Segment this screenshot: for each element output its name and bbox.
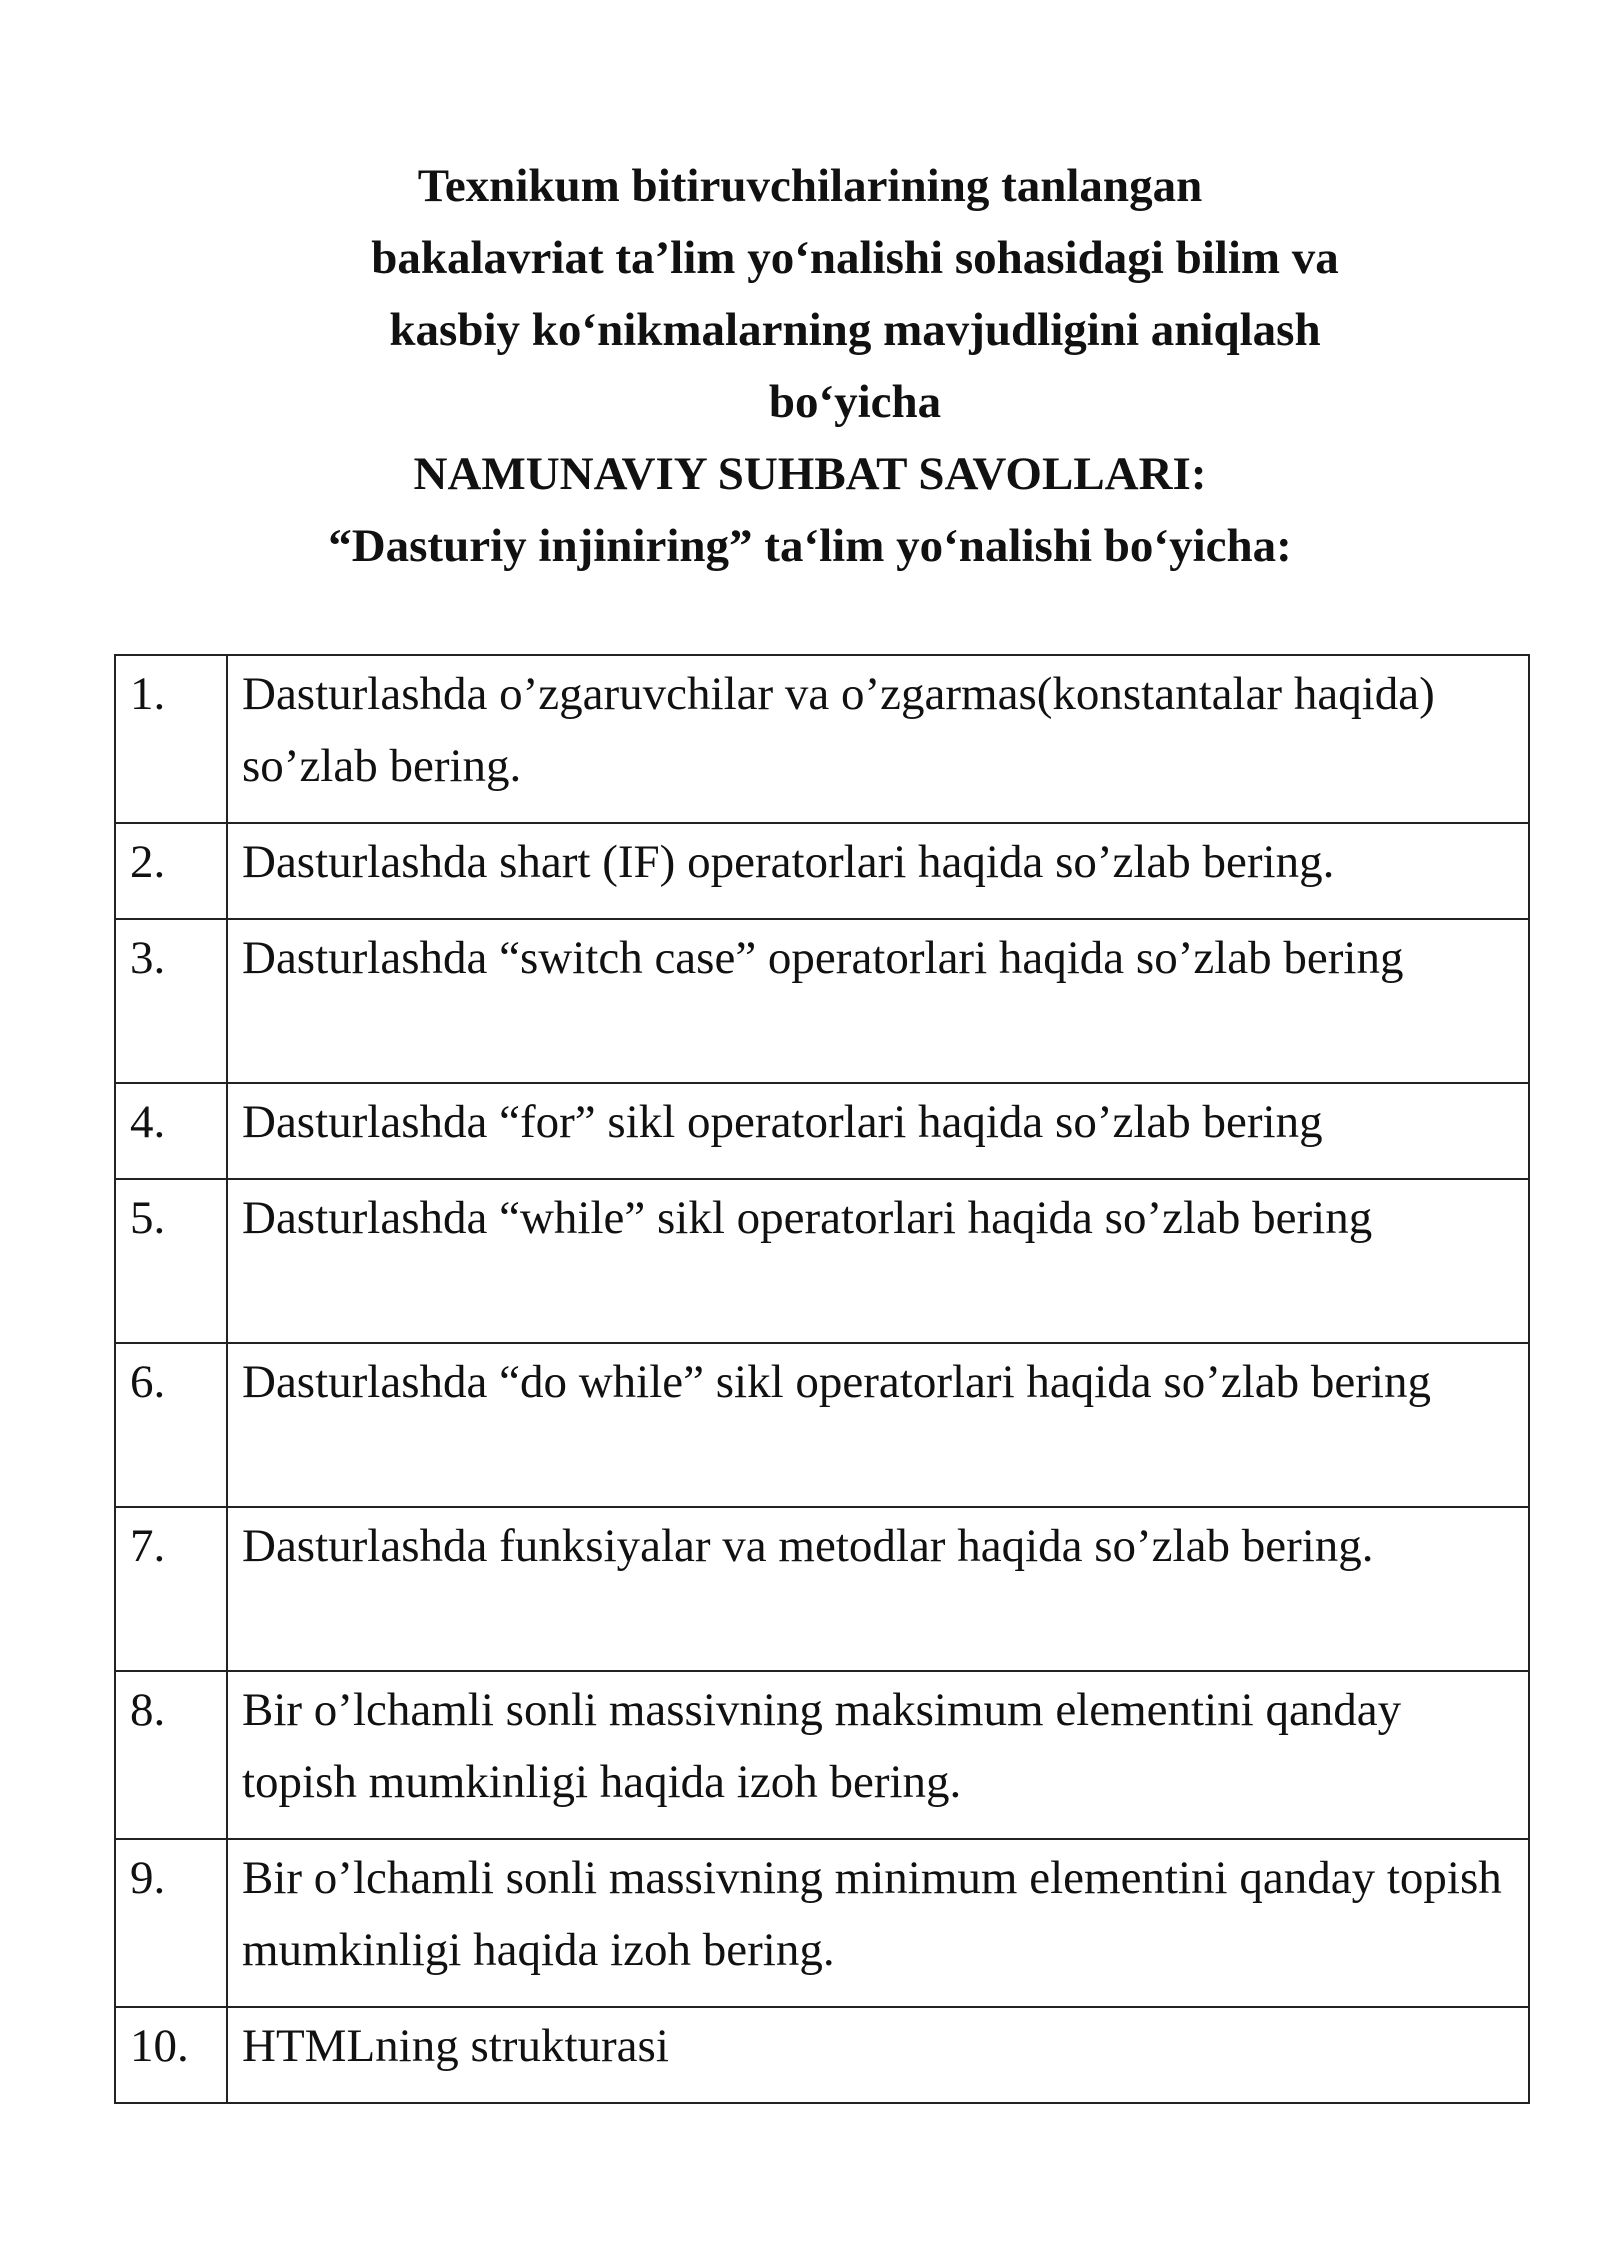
- program-subtitle: “Dasturiy injiniring” ta‘lim yo‘nalishi bo‘yicha:: [328, 520, 1292, 572]
- table-row: [115, 655, 1529, 823]
- question-text: Dasturlashda “while” sikl operatorlari haqida so’zlab bering: [227, 1179, 1529, 1343]
- question-number: 4.: [115, 1083, 227, 1179]
- table-row: [115, 1839, 1529, 2007]
- question-number: 10.: [115, 2007, 227, 2103]
- table-row: [115, 1083, 1529, 1179]
- title-line-2: bakalavriat ta’lim yo‘nalishi sohasidagi bilim va: [371, 232, 1339, 284]
- question-text: Dasturlashda “for” sikl operatorlari haqida so’zlab bering: [227, 1083, 1529, 1179]
- question-number: 2.: [115, 823, 227, 919]
- question-text: Dasturlashda o’zgaruvchilar va o’zgarmas(konstantalar haqida) so’zlab bering.: [227, 655, 1529, 823]
- question-number: 3.: [115, 919, 227, 1083]
- question-number: 5.: [115, 1179, 227, 1343]
- title-line-1: Texnikum bitiruvchilarining tanlangan: [417, 160, 1203, 212]
- table-row: [115, 1671, 1529, 1839]
- section-heading: NAMUNAVIY SUHBAT SAVOLLARI:: [413, 448, 1207, 500]
- question-number: 6.: [115, 1343, 227, 1507]
- question-text: Dasturlashda shart (IF) operatorlari haqida so’zlab bering.: [227, 823, 1529, 919]
- question-number: 8.: [115, 1671, 227, 1839]
- question-number: 7.: [115, 1507, 227, 1671]
- table-row: [115, 823, 1529, 919]
- question-text: Dasturlashda “switch case” operatorlari haqida so’zlab bering: [227, 919, 1529, 1083]
- table-row: [115, 1507, 1529, 1671]
- question-number: 9.: [115, 1839, 227, 2007]
- table-row: [115, 919, 1529, 1083]
- table-row: [115, 2007, 1529, 2103]
- question-text: Dasturlashda funksiyalar va metodlar haqida so’zlab bering.: [227, 1507, 1529, 1671]
- table-row: [115, 1179, 1529, 1343]
- title-line-4: bo‘yicha: [768, 376, 942, 428]
- table-row: [115, 1343, 1529, 1507]
- question-text: HTMLning strukturasi: [227, 2007, 1529, 2103]
- questions-table: [114, 654, 1530, 2104]
- question-text: Bir o’lchamli sonli massivning maksimum elementini qanday topish mumkinligi haqida izoh bering.: [227, 1671, 1529, 1839]
- question-text: Dasturlashda “do while” sikl operatorlari haqida so’zlab bering: [227, 1343, 1529, 1507]
- document-header: [0, 150, 1600, 582]
- question-text: Bir o’lchamli sonli massivning minimum elementini qanday topish mumkinligi haqida izoh bering.: [227, 1839, 1529, 2007]
- question-number: 1.: [115, 655, 227, 823]
- title-line-3: kasbiy ko‘nikmalarning mavjudligini aniqlash: [389, 304, 1321, 356]
